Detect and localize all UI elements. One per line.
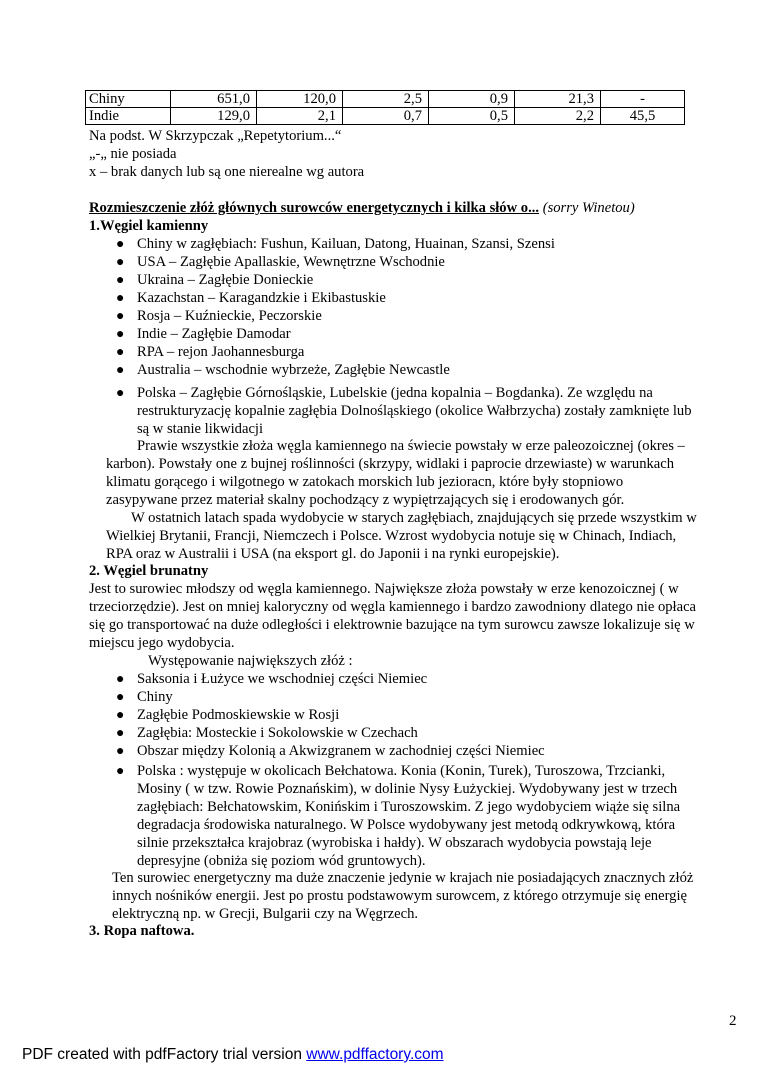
coal-paragraph-line: Wielkiej Brytanii, Francji, Niemczech i Polsce. Wzrost wydobycia notuje się w Chinach, Indiach,: [106, 528, 677, 544]
page-number: 2: [729, 1013, 737, 1029]
table-cell: 2,2: [515, 108, 601, 125]
table-cell: 0,5: [429, 108, 515, 125]
bullet-icon: ●: [116, 327, 125, 343]
table-cell: 129,0: [171, 108, 257, 125]
table-cell: Chiny: [86, 91, 171, 108]
list-item: Ukraina – Zagłębie Donieckie: [137, 272, 314, 289]
list-item: Saksonia i Łużyce we wschodniej części Niemiec: [137, 671, 428, 687]
table-row: [86, 91, 685, 108]
legend-note-x: x – brak danych lub są one nierealne wg autora: [89, 164, 365, 180]
list-item-continuation: restrukturyzację kopalnie zagłębia Dolnośląskiego (okolice Wałbrzycha) zostały zamknięte lub: [137, 403, 692, 419]
list-item: Chiny: [137, 689, 173, 706]
lignite-intro-line: Jest to surowiec młodszy od węgla kamiennego. Największe złoża powstały w erze kenozoicznej ( w: [89, 581, 679, 597]
bullet-icon: ●: [116, 309, 125, 325]
bullet-icon: ●: [116, 255, 125, 271]
section-heading-aside: (sorry Winetou): [542, 200, 635, 216]
coal-paragraph-line: klimatu gorącego i wilgotnego w zatokach morskich lub jezioracn, które były stopniowo: [106, 474, 624, 490]
section-heading-main: Rozmieszczenie złóż głównych surowców energetycznych i kilka słów o...: [89, 200, 540, 216]
occurrence-label: Występowanie największych złóż :: [148, 653, 353, 669]
coal-paragraph-line: zasypywane przez materiał skalny pochodzący z wypiętrzających się i erodowanych gór.: [106, 492, 625, 508]
lignite-heading: 2. Węgiel brunatny: [89, 563, 209, 579]
bullet-icon: ●: [116, 764, 125, 779]
table-cell: Indie: [86, 108, 171, 125]
bullet-icon: ●: [116, 345, 125, 361]
pdf-footer: [22, 1046, 444, 1064]
bullet-icon: ●: [116, 744, 125, 760]
table-cell: 21,3: [515, 91, 601, 108]
list-item-continuation: silnie przekształca krajobraz (wyrobiska i hałdy). W obszarach wydobycia powstają leje: [137, 835, 652, 851]
bullet-icon: ●: [116, 672, 125, 687]
table-cell: 0,9: [429, 91, 515, 108]
lignite-intro-line: miejscu jego wydobycia.: [89, 635, 235, 651]
bullet-icon: ●: [116, 690, 125, 706]
table-cell: 2,5: [343, 91, 429, 108]
table-cell: -: [601, 91, 685, 108]
table-cell: 2,1: [257, 108, 343, 125]
oil-heading: 3. Ropa naftowa.: [89, 923, 195, 939]
list-item: Australia – wschodnie wybrzeże, Zagłębie Newcastle: [137, 362, 450, 379]
coal-paragraph-line: karbon). Powstały one z bujnej roślinności (skrzypy, widlaki i paprocie drzewiaste) w warunkach: [106, 456, 675, 472]
lignite-closing-line: Ten surowiec energetyczny ma duże znaczenie jedynie w krajach nie posiadających znacznych złóż: [112, 870, 694, 886]
list-item: USA – Zagłębie Apallaskie, Wewnętrzne Wschodnie: [137, 254, 445, 271]
bullet-icon: ●: [116, 291, 125, 307]
list-item: Rosja – Kuźnieckie, Peczorskie: [137, 308, 322, 325]
list-item: Chiny w zagłębiach: Fushun, Kailuan, Datong, Huainan, Szansi, Szensi: [137, 236, 555, 252]
coal-heading: 1.Węgiel kamienny: [89, 218, 209, 234]
coal-paragraph-line: Prawie wszystkie złoża węgla kamiennego na świecie powstały w erze paleozoicznej (okres –: [137, 438, 685, 454]
coal-paragraph-line: RPA oraz w Australii i USA (na eksport gl. do Japonii i na rynki europejskie).: [106, 546, 560, 562]
list-item-continuation: są w stanie likwidacji: [137, 421, 264, 437]
footer-link[interactable]: www.pdffactory.com: [306, 1046, 444, 1063]
table-cell: 651,0: [171, 91, 257, 108]
table-cell: 0,7: [343, 108, 429, 125]
list-item: Zagłębia: Mosteckie i Sokolowskie w Czechach: [137, 725, 418, 742]
list-item-continuation: degradacja środowiska naturalnego. W Polsce wydobywany jest metodą odkrywkową, która: [137, 817, 676, 833]
list-item: Polska : występuje w okolicach Bełchatowa. Konia (Konin, Turek), Turoszowa, Trzcianki,: [137, 763, 666, 779]
list-item: Kazachstan – Karagandzkie i Ekibastuskie: [137, 290, 386, 307]
list-item: Obszar między Kolonią a Akwizgranem w zachodniej części Niemiec: [137, 743, 545, 760]
lignite-intro-line: trzeciorzędzie). Jest on mniej kaloryczny od węgla kamiennego i bardzo zawodniony dlatego nie opłaca: [89, 599, 697, 615]
list-item: RPA – rejon Jaohannesburga: [137, 344, 305, 361]
table-cell: 45,5: [601, 108, 685, 125]
legend-note-dash: „-„ nie posiada: [89, 146, 177, 162]
list-item: Zagłębie Podmoskiewskie w Rosji: [137, 707, 340, 724]
data-table: [85, 90, 685, 125]
table-cell: 120,0: [257, 91, 343, 108]
bullet-icon: ●: [116, 726, 125, 742]
lignite-closing-line: innych nośników energii. Jest po prostu podstawowym surowcem, z którego otrzymuje się energię: [112, 888, 687, 904]
section-heading: [89, 199, 635, 217]
footer-text: PDF created with pdfFactory trial version: [22, 1046, 307, 1063]
lignite-intro-line: się go transportować na duże odległości i elektrownie bazujące na tym surowcu zawsze lokalizuje się w: [89, 617, 695, 633]
source-note: Na podst. W Skrzypczak „Repetytorium...“: [89, 128, 342, 144]
table-row: [86, 108, 685, 125]
list-item-continuation: Mosiny ( w tzw. Rowie Poznańskim), w dolinie Nysy Łużyckiej. Wydobywany jest w trzech: [137, 781, 678, 797]
list-item: Indie – Zagłębie Damodar: [137, 326, 291, 343]
bullet-icon: ●: [116, 273, 125, 289]
lignite-closing-line: elektryczną np. w Grecji, Bulgarii czy na Węgrzech.: [112, 906, 419, 922]
list-item: Polska – Zagłębie Górnośląskie, Lubelskie (jedna kopalnia – Bogdanka). Ze względu na: [137, 385, 653, 401]
bullet-icon: ●: [116, 386, 125, 401]
bullet-icon: ●: [116, 237, 125, 252]
list-item-continuation: depresyjne (obniża się poziom wód gruntowych).: [137, 853, 426, 869]
bullet-icon: ●: [116, 363, 125, 379]
list-item-continuation: zagłębiach: Bełchatowskim, Konińskim i Turoszowskim. Z jego wydobyciem wiąże się silna: [137, 799, 681, 815]
coal-paragraph-line: W ostatnich latach spada wydobycie w starych zagłębiach, znajdujących się przede wszystkim w: [131, 510, 697, 526]
bullet-icon: ●: [116, 708, 125, 724]
